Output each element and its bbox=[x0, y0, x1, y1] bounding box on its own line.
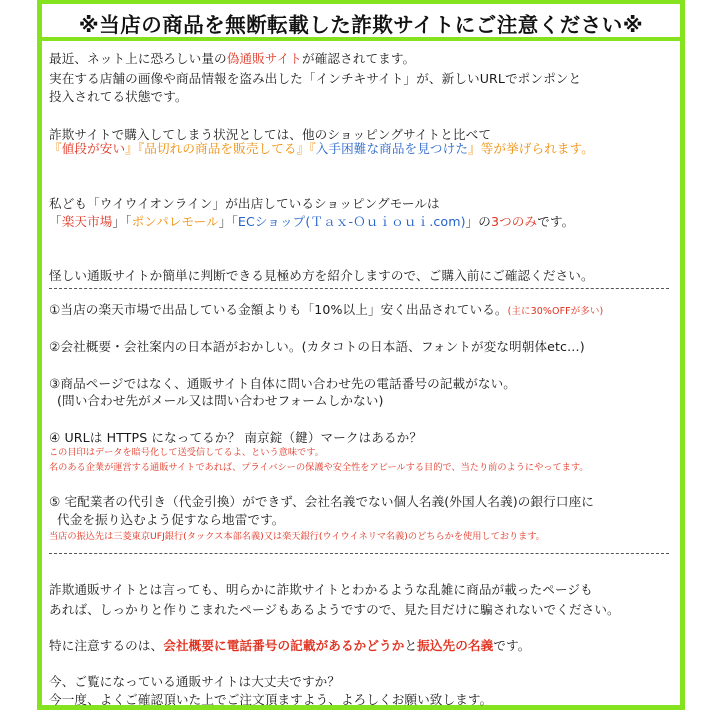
divider-bottom bbox=[49, 553, 669, 554]
point-3-line-2: (問い合わせ先がメール又は問い合わせフォームしかない) bbox=[57, 393, 384, 408]
intro-line-1: 最近、ネット上に恐ろしい量の偽通販サイトが確認されてます。 bbox=[49, 51, 416, 66]
point-5-line-2: 代金を振り込むよう促すなら地雷です。 bbox=[57, 512, 285, 527]
store-count: 3つのみ bbox=[490, 214, 538, 229]
notice-title: ※当店の商品を無断転載した詐欺サイトにご注意ください※ bbox=[78, 13, 644, 37]
divider-top bbox=[49, 288, 669, 289]
tendency-cheap: 値段が安い bbox=[61, 141, 126, 156]
guide-line: 怪しい通販サイトか簡単に判断できる見極め方を紹介しますので、ご購入前にご確認ください。 bbox=[49, 268, 594, 283]
tendency-line-1: 詐欺サイトで購入してしまう状況としては、他のショッピングサイトと比べて bbox=[49, 127, 492, 142]
point-3-line-1: ③商品ページではなく、通販サイト自体に問い合わせ先の電話番号の記載がない。 bbox=[49, 376, 516, 391]
title-divider bbox=[42, 37, 680, 41]
tendency-soldout: 品切れの商品を販売してる bbox=[144, 141, 297, 156]
point-1-note: (主に30%OFFが多い) bbox=[507, 306, 604, 317]
store-rakuten: 楽天市場 bbox=[61, 214, 113, 229]
stores-line-2: 「楽天市場」「ポンパレモール」「ECショップ(Ｔａｘ-Ｏｕｉｏｕｉ.com)」の3つのみです。 bbox=[49, 214, 575, 229]
outro-line-1: 詐欺通販サイトとは言っても、明らかに詐欺サイトとわかるような乱雑に商品が載ったページも bbox=[49, 582, 593, 597]
store-ec-shop: ECショップ(Ｔａｘ-Ｏｕｉｏｕｉ.com) bbox=[237, 214, 466, 229]
closing-question: 今、ご覧になっている通販サイトは大丈夫ですか？ bbox=[49, 674, 341, 689]
outro-line-2: あれば、しっかりと作りこまれたページもあるようですので、見た目だけに騙されないでください。 bbox=[49, 602, 620, 617]
intro-line-3: 投入されてる状態です。 bbox=[49, 89, 188, 104]
tendency-line-2: 『値段が安い』『品切れの商品を販売してる』『入手困難な商品を見つけた』等が挙げられます。 bbox=[49, 141, 594, 156]
point-5-line-1: ⑤ 宅配業者の代引き（代金引換）ができず、会社名義でない個人名義(外国人名義)の銀行口座に bbox=[49, 494, 594, 509]
point-4-note-1: この目印はデータを暗号化して送受信してるよ、という意味です。 bbox=[49, 447, 324, 458]
attention-phone: 会社概要に電話番号の記載があるかどうか bbox=[163, 638, 405, 653]
point-4-line-1: ④ URLは HTTPS になってるか？ 南京錠（鍵）マークはあるか？ bbox=[49, 430, 423, 445]
fake-site-highlight: 偽通販サイト bbox=[226, 51, 302, 66]
point-2: ②会社概要・会社案内の日本語がおかしい。(カタコトの日本語、フォントが変な明朝体etc…) bbox=[49, 339, 585, 354]
tendency-rare: 入手困難な商品を見つけた bbox=[315, 141, 469, 156]
store-ponpare: ポンパレモール bbox=[131, 214, 219, 229]
intro-line-2: 実在する店舗の画像や商品情報を盗み出した「インチキサイト」が、新しいURLでポンポンと bbox=[49, 71, 582, 86]
attention-account: 振込先の名義 bbox=[417, 638, 494, 653]
notice-frame bbox=[37, 0, 685, 710]
point-4-note-2: 名のある企業が運営する通販サイトであれば、プライバシーの保護や安全性をアピールする目的で、当たり前のようにやってます。 bbox=[49, 462, 589, 473]
point-5-note: 当店の振込先は三菱東京UFJ銀行(タックス本部名義)又は楽天銀行(ウイウイネリマ名義)のどちらかを使用しております。 bbox=[49, 531, 545, 542]
point-1: ①当店の楽天市場で出品している金額よりも「10%以上」安く出品されている。(主に30%OFFが多い) bbox=[49, 302, 604, 317]
stores-line-1: 私ども「ウイウイオンライン」が出店しているショッピングモールは bbox=[49, 196, 440, 211]
closing-request: 今一度、よくご確認頂いた上でご注文頂ますよう、よろしくお願い致します。 bbox=[49, 692, 493, 707]
attention-line: 特に注意するのは、会社概要に電話番号の記載があるかどうかと振込先の名義です。 bbox=[49, 638, 531, 653]
